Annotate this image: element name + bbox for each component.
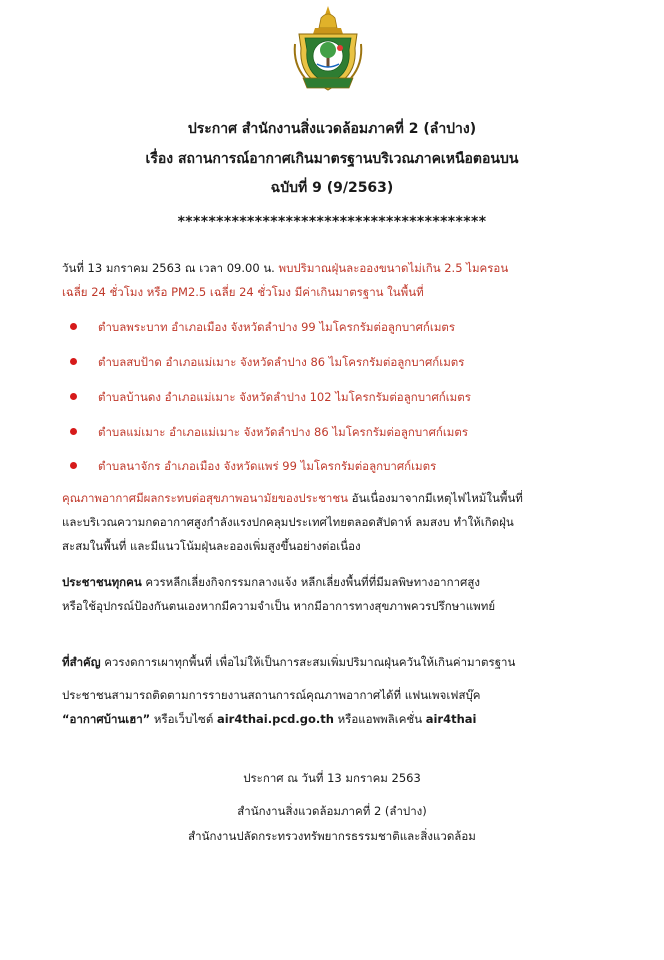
list-item xyxy=(66,422,626,442)
list-item xyxy=(66,352,626,372)
app-name: air4thai xyxy=(425,712,477,726)
area-text: ตำบลสบป้าด อำเภอแม่เมาะ จังหวัดลำปาง 86 ไมโครกรัมต่อลูกบาศก์เมตร xyxy=(98,355,465,369)
public-advice-paragraph xyxy=(62,570,622,618)
bullet-icon xyxy=(70,358,77,365)
list-item xyxy=(66,387,626,407)
bullet-icon xyxy=(70,323,77,330)
area-text: ตำบลแม่เมาะ อำเภอแม่เมาะ จังหวัดลำปาง 86 ไมโครกรัมต่อลูกบาศก์เมตร xyxy=(98,425,469,439)
intro-paragraph xyxy=(62,256,622,304)
announcement-date: ประกาศ ณ วันที่ 13 มกราคม 2563 xyxy=(243,771,421,785)
impact-line3: สะสมในพื้นที่ และมีแนวโน้มฝุ่นละอองเพิ่มสูงขึ้นอย่างต่อเนื่อง xyxy=(62,539,361,553)
impact-line1: อันเนื่องมาจากมีเหตุไฟไหม้ในพื้นที่ xyxy=(348,491,523,505)
follow-line1: ประชาชนสามารถติดตามการรายงานสถานการณ์คุณภาพอากาศได้ที่ แฟนเพจเฟสบุ๊ค xyxy=(62,688,481,702)
public-advice-line2: หรือใช้อุปกรณ์ป้องกันตนเองหากมีความจำเป็น หากมีอาการทางสุขภาพควรปรึกษาแพทย์ xyxy=(62,599,496,613)
impact-paragraph xyxy=(62,486,622,558)
area-text: ตำบลนาจักร อำเภอเมือง จังหวัดแพร่ 99 ไมโครกรัมต่อลูกบาศก์เมตร xyxy=(98,459,437,473)
government-emblem-icon xyxy=(291,4,365,96)
area-text: ตำบลบ้านดง อำเภอแม่เมาะ จังหวัดลำปาง 102 ไมโครกรัมต่อลูกบาศก์เมตร xyxy=(98,390,471,404)
bullet-icon xyxy=(70,462,77,469)
issuing-ministry: สำนักงานปลัดกระทรวงทรัพยากรธรรมชาติและสิ่งแวดล้อม xyxy=(188,829,476,843)
separator-line: **************************************** xyxy=(177,214,487,230)
announcement-subject: เรื่อง สถานการณ์อากาศเกินมาตรฐานบริเวณภาคเหนือตอนบน xyxy=(145,151,519,167)
finding-text-line1: พบปริมาณฝุ่นละอองขนาดไม่เกิน 2.5 ไมครอน xyxy=(274,261,509,275)
bullet-icon xyxy=(70,393,77,400)
finding-text-line2: เฉลี่ย 24 ชั่วโมง หรือ PM2.5 เฉลี่ย 24 ชั่วโมง มีค่าเกินมาตรฐาน ในพื้นที่ xyxy=(62,285,424,299)
report-datetime: วันที่ 13 มกราคม 2563 ณ เวลา 09.00 น. xyxy=(62,261,275,275)
impact-line2: และบริเวณความกดอากาศสูงกำลังแรงปกคลุมประเทศไทยตลอดสัปดาห์ ลมสงบ ทำให้เกิดฝุ่น xyxy=(62,515,514,529)
impact-lead: คุณภาพอากาศมีผลกระทบต่อสุขภาพอนามัยของประชาชน xyxy=(62,491,349,505)
important-text: ควรงดการเผาทุกพื้นที่ เพื่อไม่ให้เป็นการสะสมเพิ่มปริมาณฝุ่นควันให้เกินค่ามาตรฐาน xyxy=(100,655,516,669)
announcement-title: ประกาศ สำนักงานสิ่งแวดล้อมภาคที่ 2 (ลำปาง) xyxy=(187,121,477,137)
important-paragraph xyxy=(62,650,622,674)
website-link[interactable]: air4thai.pcd.go.th xyxy=(216,712,334,726)
public-advice-line1: ควรหลีกเลี่ยงกิจกรรมกลางแจ้ง หลีกเลี่ยงพื้นที่ที่มีมลพิษทางอากาศสูง xyxy=(141,575,480,589)
website-prefix: หรือเว็บไซต์ xyxy=(150,712,217,726)
public-advice-label: ประชาชนทุกคน xyxy=(62,575,142,589)
issuing-office: สำนักงานสิ่งแวดล้อมภาคที่ 2 (ลำปาง) xyxy=(237,804,427,818)
important-label: ที่สำคัญ xyxy=(62,655,101,669)
list-item xyxy=(66,456,626,476)
app-prefix: หรือแอพพลิเคชั่น xyxy=(333,712,426,726)
facebook-page-name: “อากาศบ้านเฮา” xyxy=(62,712,151,726)
follow-paragraph xyxy=(62,683,622,731)
announcement-issue-number: ฉบับที่ 9 (9/2563) xyxy=(270,180,394,196)
bullet-icon xyxy=(70,428,77,435)
list-item xyxy=(66,317,626,337)
area-text: ตำบลพระบาท อำเภอเมือง จังหวัดลำปาง 99 ไมโครกรัมต่อลูกบาศก์เมตร xyxy=(98,320,456,334)
